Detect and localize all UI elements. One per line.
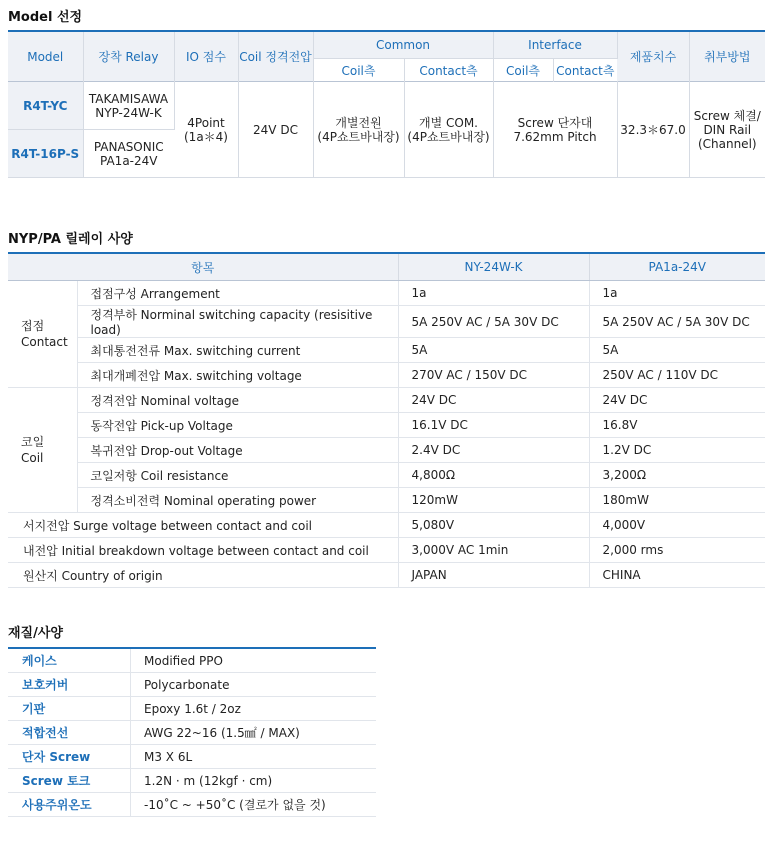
spec-value: 250V AC / 110V DC — [589, 363, 765, 388]
material-value: M3 X 6L — [131, 745, 377, 769]
material-value: 1.2N · m (12kgf · cm) — [131, 769, 377, 793]
table-row — [8, 463, 765, 488]
mount-cell: Screw 체결/ DIN Rail (Channel) — [693, 108, 761, 151]
table-row — [8, 673, 376, 697]
group-contact: 접점 Contact — [8, 281, 77, 388]
spec-value: 24V DC — [589, 388, 765, 413]
material-key: 케이스 — [8, 648, 131, 673]
table-row — [8, 82, 765, 130]
header-interface-coil: Coil측 — [493, 59, 553, 82]
model-name: R4T-YC — [8, 82, 83, 130]
header-interface: Interface — [493, 31, 617, 59]
spec-value: 180mW — [589, 488, 765, 513]
material-section-title: 재질/사양 — [8, 626, 63, 641]
table-row — [8, 413, 765, 438]
header-io: IO 점수 — [174, 31, 238, 82]
spec-item: 원산지 Country of origin — [8, 563, 398, 588]
table-row — [8, 697, 376, 721]
spec-value: 2.4V DC — [398, 438, 589, 463]
coil-voltage-cell: 24V DC — [238, 82, 313, 178]
spec-item: 코일저항 Coil resistance — [77, 463, 398, 488]
spec-value: 24V DC — [398, 388, 589, 413]
header-model: Model — [8, 31, 83, 82]
spec-item: 최대개폐전압 Max. switching voltage — [77, 363, 398, 388]
header-mount: 취부방법 — [689, 31, 765, 82]
spec-value: 1a — [398, 281, 589, 306]
common-coil-cell: 개별전원 (4P쇼트바내장) — [313, 82, 404, 178]
spec-item: 서지전압 Surge voltage between contact and coil — [8, 513, 398, 538]
spec-value: 5,080V — [398, 513, 589, 538]
material-key: 보호커버 — [8, 673, 131, 697]
spec-item: 동작전압 Pick-up Voltage — [77, 413, 398, 438]
table-row — [8, 769, 376, 793]
spec-value: 270V AC / 150V DC — [398, 363, 589, 388]
io-cell: 4Point (1a＊4) — [174, 82, 238, 178]
model-name: R4T-16P-S — [8, 130, 83, 178]
table-row — [8, 538, 765, 563]
spec-value: 1a — [589, 281, 765, 306]
header-pa1a24v: PA1a-24V — [589, 253, 765, 281]
spec-value: CHINA — [589, 563, 765, 588]
spec-value: 16.1V DC — [398, 413, 589, 438]
material-key: 사용주위온도 — [8, 793, 131, 817]
material-value: Polycarbonate — [131, 673, 377, 697]
material-value: -10˚C ~ +50˚C (결로가 없을 것) — [131, 793, 377, 817]
spec-item: 복귀전압 Drop-out Voltage — [77, 438, 398, 463]
header-common: Common — [313, 31, 493, 59]
relay-cell: PANASONIC PA1a-24V — [93, 139, 164, 168]
table-row — [8, 488, 765, 513]
size-cell: 32.3＊67.0 — [617, 82, 689, 178]
spec-value: 4,800Ω — [398, 463, 589, 488]
material-value: AWG 22~16 (1.5㎟ / MAX) — [131, 721, 377, 745]
spec-value: 3,200Ω — [589, 463, 765, 488]
header-relay: 장착 Relay — [83, 31, 174, 82]
relay-spec-section-title: NYP/PA 릴레이 사양 — [8, 232, 133, 247]
spec-item: 내전압 Initial breakdown voltage between contact and coil — [8, 538, 398, 563]
table-row — [8, 338, 765, 363]
material-key: Screw 토크 — [8, 769, 131, 793]
header-common-contact: Contact측 — [404, 59, 493, 82]
header-interface-contact: Contact측 — [553, 59, 617, 82]
spec-item: 정격부하 Norminal switching capacity (resisitive load) — [77, 306, 398, 338]
spec-item: 최대통전전류 Max. switching current — [77, 338, 398, 363]
spec-item: 접점구성 Arrangement — [77, 281, 398, 306]
model-section-title: Model 선정 — [8, 10, 83, 25]
header-coil-voltage: Coil 정격전압 — [238, 31, 313, 82]
spec-item: 정격소비전력 Nominal operating power — [77, 488, 398, 513]
spec-value: 5A — [589, 338, 765, 363]
spec-value: 3,000V AC 1min — [398, 538, 589, 563]
spec-value: 2,000 rms — [589, 538, 765, 563]
material-value: Modified PPO — [131, 648, 377, 673]
spec-value: 4,000V — [589, 513, 765, 538]
spec-value: 5A 250V AC / 5A 30V DC — [589, 306, 765, 338]
material-value: Epoxy 1.6t / 2oz — [131, 697, 377, 721]
table-row — [8, 563, 765, 588]
table-row — [8, 513, 765, 538]
spec-value: 120mW — [398, 488, 589, 513]
table-row — [8, 306, 765, 338]
spec-value: JAPAN — [398, 563, 589, 588]
table-row — [8, 363, 765, 388]
table-row — [8, 388, 765, 413]
material-key: 단자 Screw — [8, 745, 131, 769]
model-table — [8, 30, 765, 178]
spec-value: 5A — [398, 338, 589, 363]
table-row — [8, 438, 765, 463]
table-row — [8, 721, 376, 745]
relay-cell: TAKAMISAWA NYP-24W-K — [83, 82, 174, 130]
header-size: 제품치수 — [617, 31, 689, 82]
interface-cell: Screw 단자대 7.62mm Pitch — [493, 82, 617, 178]
material-table — [8, 647, 376, 817]
header-common-coil: Coil측 — [313, 59, 404, 82]
material-key: 기판 — [8, 697, 131, 721]
table-row — [8, 745, 376, 769]
table-row — [8, 281, 765, 306]
header-item: 항목 — [8, 253, 398, 281]
spec-value: 1.2V DC — [589, 438, 765, 463]
spec-value: 5A 250V AC / 5A 30V DC — [398, 306, 589, 338]
spec-value: 16.8V — [589, 413, 765, 438]
material-key: 적합전선 — [8, 721, 131, 745]
common-contact-cell: 개별 COM. (4P쇼트바내장) — [404, 82, 493, 178]
table-row — [8, 793, 376, 817]
relay-spec-table — [8, 252, 765, 588]
header-ny24wk: NY-24W-K — [398, 253, 589, 281]
spec-item: 정격전압 Nominal voltage — [77, 388, 398, 413]
group-coil: 코일 Coil — [8, 388, 77, 513]
table-row — [8, 648, 376, 673]
